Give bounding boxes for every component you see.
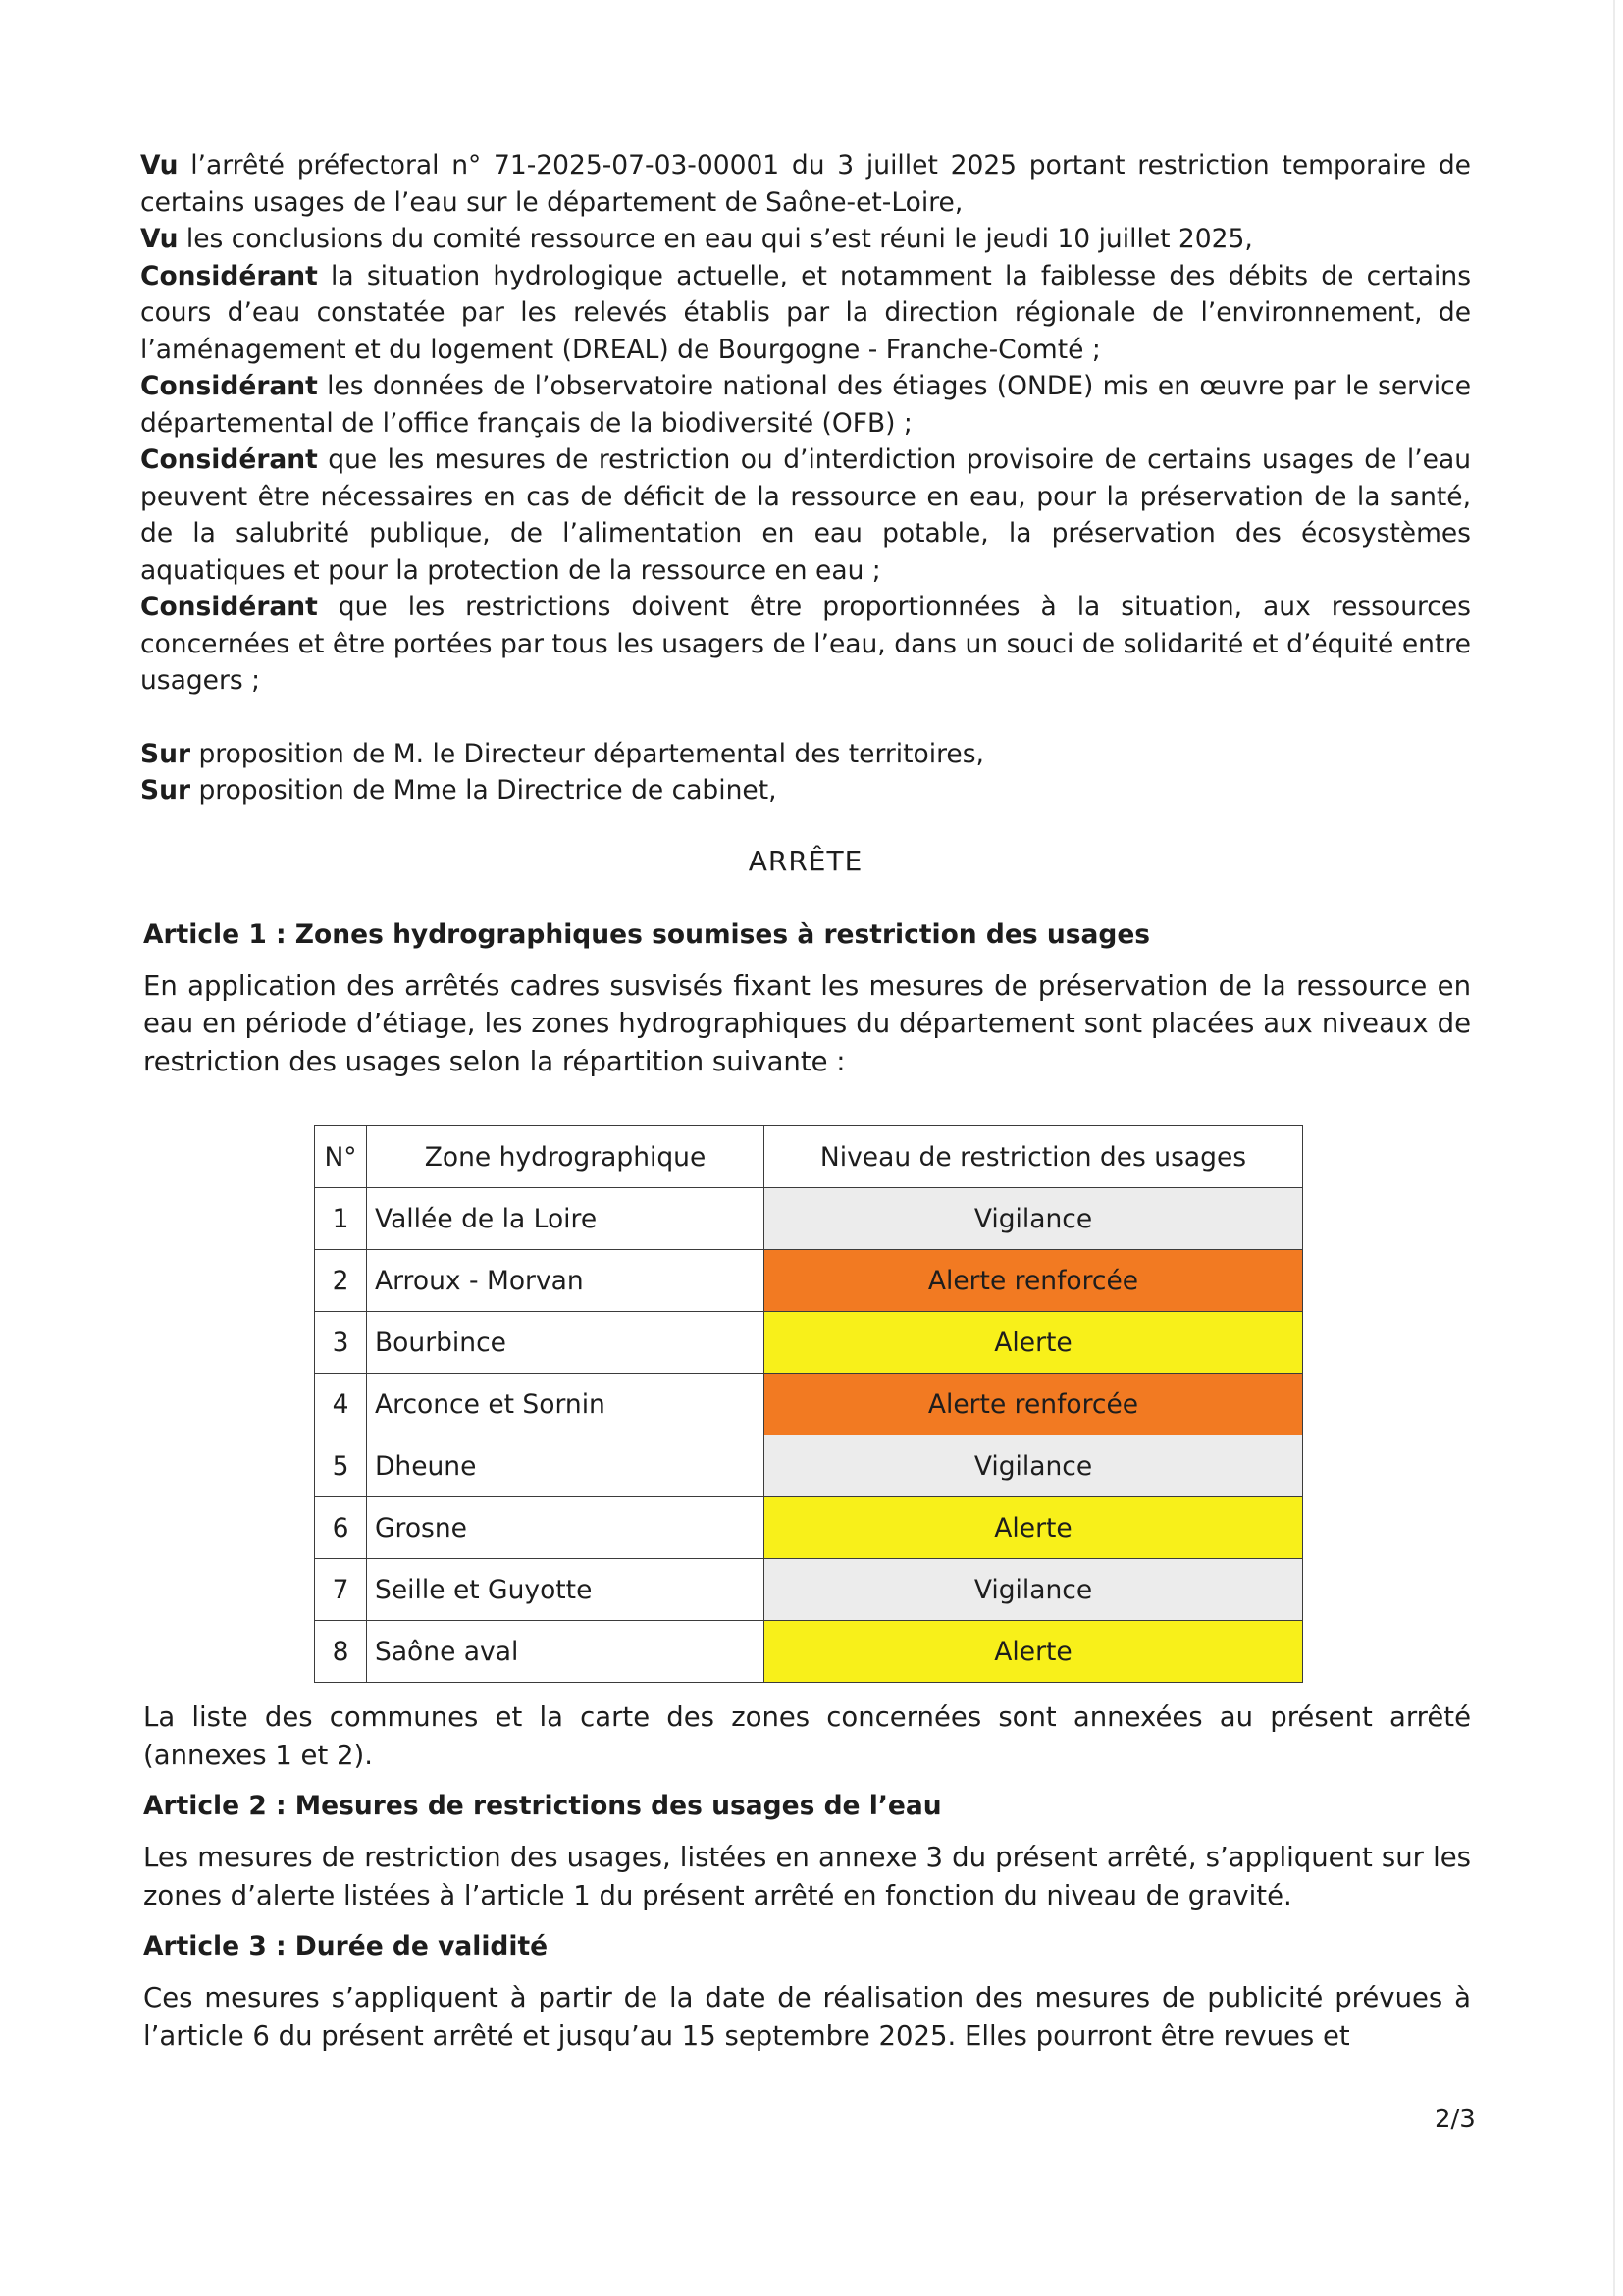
restriction-level: Alerte renforcée (764, 1374, 1303, 1435)
table-row (315, 1559, 1303, 1621)
preamble (140, 147, 1471, 700)
table-header-row (315, 1126, 1303, 1188)
article-1 (140, 916, 1471, 1775)
document-page (140, 147, 1471, 2055)
zone-number: 2 (315, 1250, 367, 1312)
restriction-level: Vigilance (764, 1188, 1303, 1250)
zone-number: 7 (315, 1559, 367, 1621)
preamble-considerant-onde: Considérant les données de l’observatoire national des étiages (ONDE) mis en œuvre par le service départemental de l’office français de la biodiversité (OFB) ; (140, 371, 1471, 439)
table-row (315, 1497, 1303, 1559)
arrete-heading: ARRÊTE (748, 844, 864, 877)
article-1-text: En application des arrêtés cadres susvisés fixant les mesures de préservation de la ressource en eau en période d’étiage, les zones hydrographiques du département sont placées aux niveaux de restriction des usages selon la répartition suivante : (143, 969, 1471, 1077)
restriction-level: Alerte (764, 1497, 1303, 1559)
zone-name: Arconce et Sornin (367, 1374, 764, 1435)
header-level: Niveau de restriction des usages (764, 1126, 1303, 1188)
proposals (140, 736, 1471, 809)
page-number: 2/3 (1435, 2105, 1476, 2134)
table-row (315, 1374, 1303, 1435)
article-2 (140, 1788, 1471, 1914)
article-2-text: Les mesures de restriction des usages, listées en annexe 3 du présent arrêté, s’appliquent sur les zones d’alerte listées à l’article 1 du présent arrêté en fonction du niveau de gravité. (143, 1842, 1471, 1911)
page-edge (1613, 0, 1615, 2296)
zone-name: Bourbince (367, 1312, 764, 1374)
article-2-title: Article 2 : Mesures de restrictions des usages de l’eau (143, 1791, 942, 1821)
header-zone: Zone hydrographique (367, 1126, 764, 1188)
restriction-level: Alerte renforcée (764, 1250, 1303, 1312)
restriction-level: Vigilance (764, 1559, 1303, 1621)
article-3-text: Ces mesures s’appliquent à partir de la date de réalisation des mesures de publicité prévues à l’article 6 du présent arrêté et jusqu’au 15 septembre 2025. Elles pourront être revues et (143, 1982, 1471, 2052)
zone-name: Vallée de la Loire (367, 1188, 764, 1250)
proposal-directrice: Sur proposition de Mme la Directrice de cabinet, (140, 775, 777, 806)
zone-name: Grosne (367, 1497, 764, 1559)
restriction-table (314, 1125, 1303, 1683)
zone-number: 6 (315, 1497, 367, 1559)
zone-name: Seille et Guyotte (367, 1559, 764, 1621)
zone-name: Dheune (367, 1435, 764, 1497)
header-number: N° (315, 1126, 367, 1188)
preamble-considerant-hydrologie: Considérant la situation hydrologique actuelle, et notamment la faiblesse des débits de certains cours d’eau constatée par les relevés établis par la direction régionale de l’environnement, de l’aménagement et du logement (DREAL) de Bourgogne - Franche-Comté ; (140, 260, 1471, 365)
restriction-level: Alerte (764, 1312, 1303, 1374)
zone-number: 8 (315, 1621, 367, 1683)
article-1-title: Article 1 : Zones hydrographiques soumises à restriction des usages (143, 918, 1151, 950)
table-row (315, 1250, 1303, 1312)
restriction-level: Vigilance (764, 1435, 1303, 1497)
preamble-vu-arrete: Vu l’arrêté préfectoral n° 71-2025-07-03-00001 du 3 juillet 2025 portant restriction temporaire de certains usages de l’eau sur le département de Saône-et-Loire, (140, 150, 1471, 218)
zone-number: 4 (315, 1374, 367, 1435)
proposal-directeur: Sur proposition de M. le Directeur départemental des territoires, (140, 738, 984, 769)
table-row (315, 1312, 1303, 1374)
article-3 (140, 1928, 1471, 2055)
zone-name: Arroux - Morvan (367, 1250, 764, 1312)
table-row (315, 1188, 1303, 1250)
article-3-title: Article 3 : Durée de validité (143, 1931, 549, 1961)
preamble-considerant-mesures: Considérant que les mesures de restriction ou d’interdiction provisoire de certains usages de l’eau peuvent être nécessaires en cas de déficit de la ressource en eau, pour la préservation de la santé, de la salubrité publique, de l’alimentation en eau potable, la préservation des écosystèmes aquatiques et pour la protection de la ressource en eau ; (140, 444, 1471, 586)
restriction-level: Alerte (764, 1621, 1303, 1683)
table-row (315, 1621, 1303, 1683)
preamble-considerant-restrictions: Considérant que les restrictions doivent être proportionnées à la situation, aux ressources concernées et être portées par tous les usagers de l’eau, dans un souci de solidarité et d’équité entre usagers ; (140, 592, 1471, 696)
article-1-annex-note: La liste des communes et la carte des zones concernées sont annexées au présent arrêté (annexes 1 et 2). (143, 1701, 1471, 1771)
preamble-vu-comite: Vu les conclusions du comité ressource en eau qui s’est réuni le jeudi 10 juillet 2025, (140, 224, 1253, 254)
zone-name: Saône aval (367, 1621, 764, 1683)
zone-number: 5 (315, 1435, 367, 1497)
zone-number: 3 (315, 1312, 367, 1374)
table-row (315, 1435, 1303, 1497)
zone-number: 1 (315, 1188, 367, 1250)
